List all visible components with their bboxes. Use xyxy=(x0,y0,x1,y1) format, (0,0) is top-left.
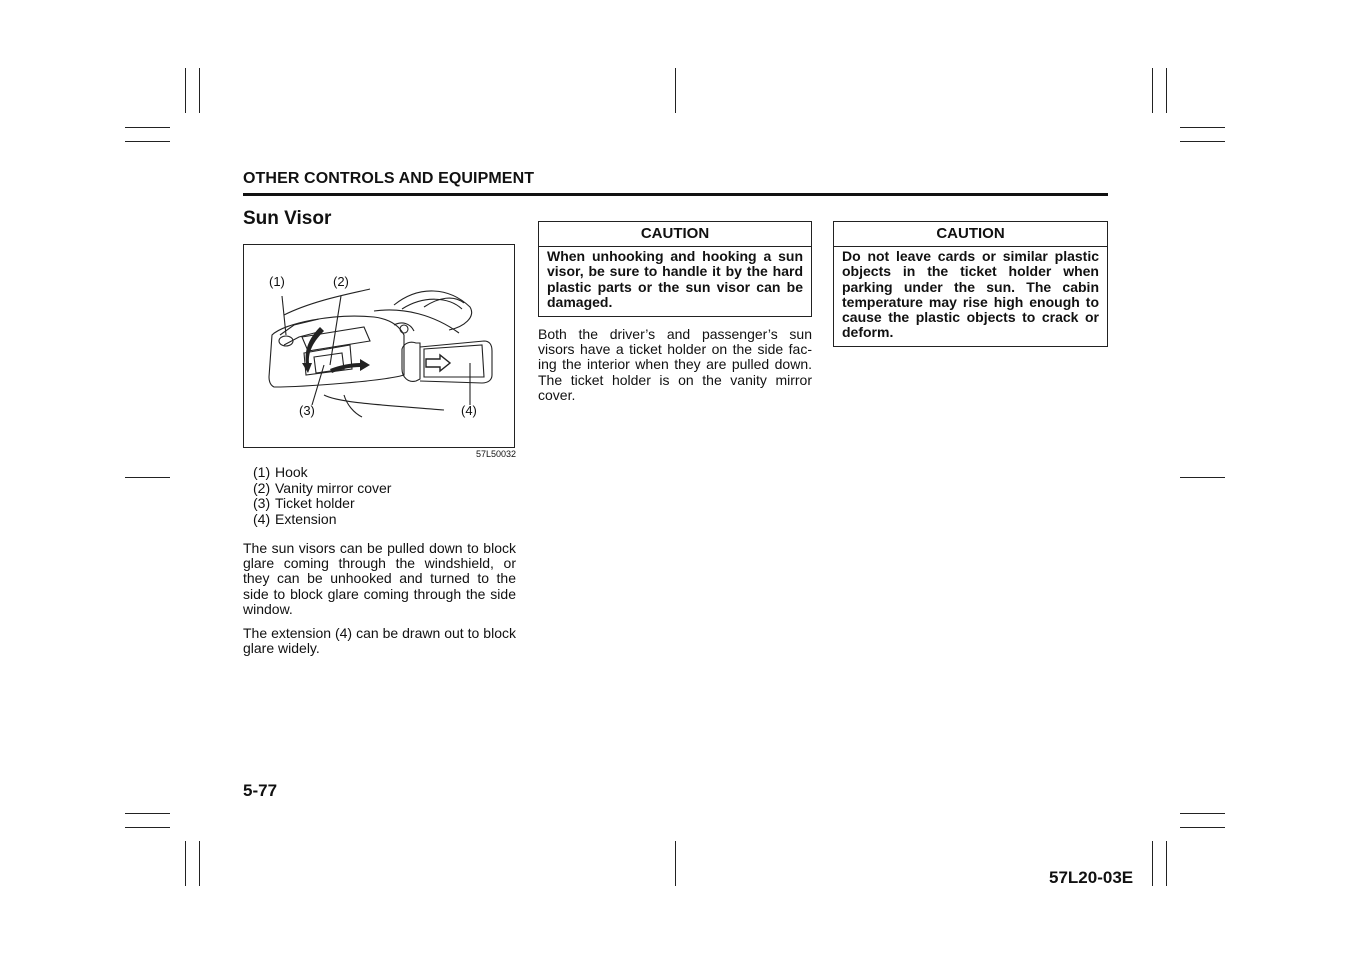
legend-item: (2) Vanity mirror cover xyxy=(253,479,392,496)
caution-text: When unhooking and hooking a sun visor, be sure to handle it by the hard plastic parts or the sun visor can be damaged. xyxy=(547,248,803,310)
callout-2: (2) xyxy=(333,274,349,289)
caution-heading: CAUTION xyxy=(539,222,811,247)
page-title: Sun Visor xyxy=(243,208,332,229)
caution-heading: CAUTION xyxy=(834,222,1107,247)
caution-box-2 xyxy=(833,221,1108,347)
header-rule xyxy=(243,193,1108,196)
body-paragraph-2: The extension (4) can be drawn out to block glare widely. xyxy=(243,625,516,657)
sun-visor-illustration xyxy=(243,244,515,448)
body-paragraph-3: Both the driver’s and passenger’s sun visors have a ticket holder on the side fac-ing the interior when they are pulled down. The ticket holder is on the vanity mirror cover. xyxy=(538,326,812,403)
caution-box-1 xyxy=(538,221,812,317)
body-paragraph-1: The sun visors can be pulled down to block glare coming through the windshield, or they can be unhooked and turned to the side to block glare coming through the side window. xyxy=(243,540,516,617)
figure-code: 57L50032 xyxy=(475,449,516,459)
legend-item: (3) Ticket holder xyxy=(253,495,355,511)
callout-3: (3) xyxy=(299,403,315,418)
figure-legend xyxy=(253,465,391,527)
page-number: 5-77 xyxy=(243,781,278,800)
caution-text: Do not leave cards or similar plastic objects in the ticket holder when parking under the sun. The cabin temperature may rise high enough to cause the plastic objects to crack or deform. xyxy=(842,248,1099,341)
callout-4: (4) xyxy=(461,403,477,418)
legend-item: (4) Extension xyxy=(253,510,337,527)
section-header: OTHER CONTROLS AND EQUIPMENT xyxy=(243,170,535,187)
callout-1: (1) xyxy=(269,274,285,289)
legend-item: (1) Hook xyxy=(253,464,308,480)
document-code: 57L20-03E xyxy=(1049,868,1134,887)
